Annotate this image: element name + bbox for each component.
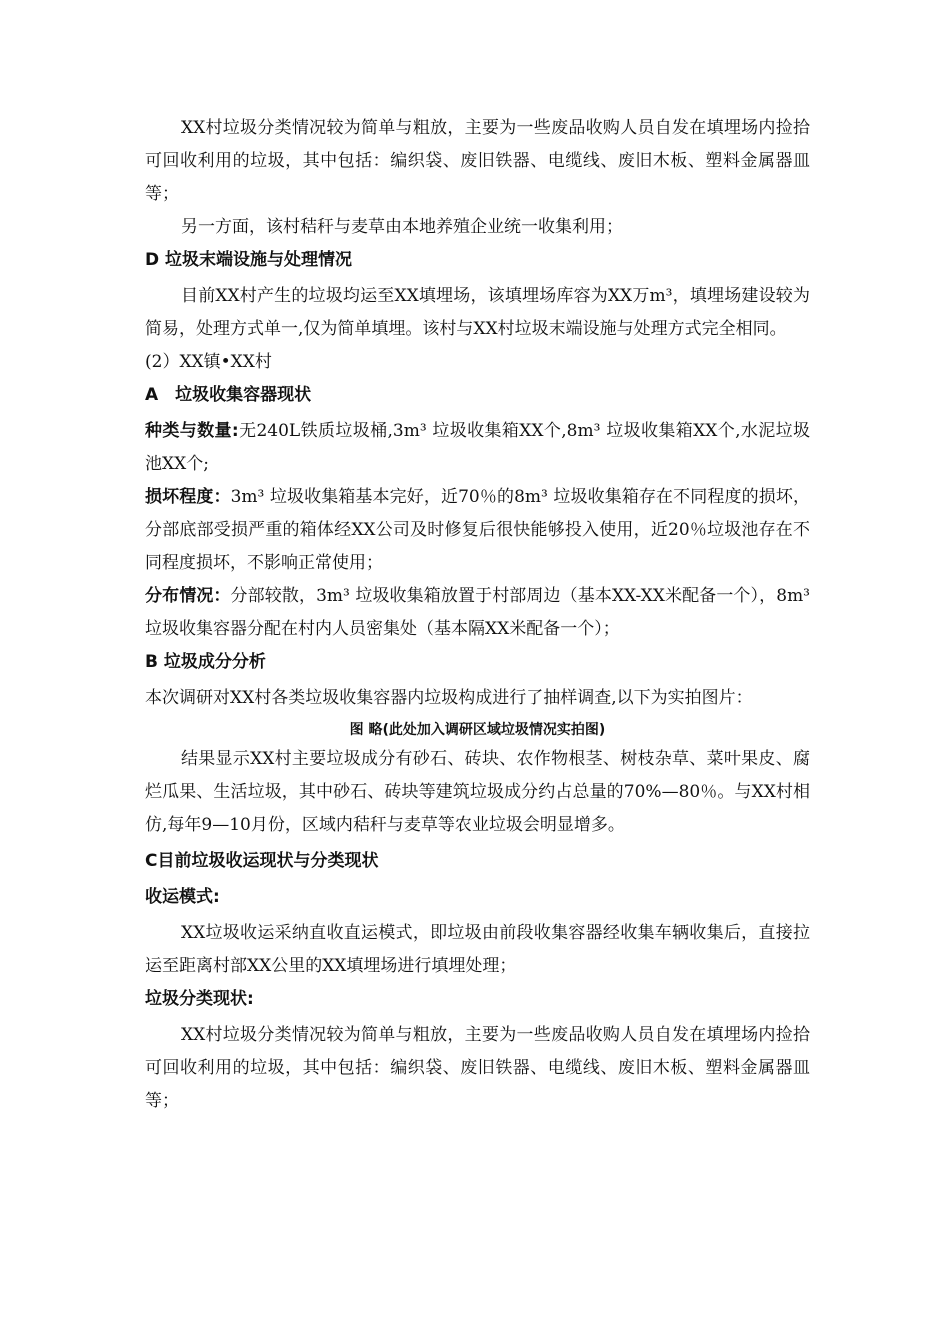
heading-sorting-status: 垃圾分类现状: xyxy=(145,989,254,1009)
paragraph-distribution xyxy=(145,580,810,646)
figure-caption: 图 略(此处加入调研区域垃圾情况实拍图) xyxy=(349,722,606,738)
paragraph-collection-mode: XX垃圾收运采纳直收直运模式，即垃圾由前段收集容器经收集车辆收集后，直接拉运至距离村部XX公里的XX填埋场进行填埋处理； xyxy=(145,923,810,976)
label-damage: 损坏程度： xyxy=(145,487,231,507)
document-page xyxy=(145,112,810,1118)
text-distribution: 分部较散，3m³ 垃圾收集箱放置于村部周边（基本XX-XX米配备一个），8m³ 垃圾收集容器分配在村内人员密集处（基本隔XX米配备一个）； xyxy=(145,586,810,639)
text-type-quantity: 无240L铁质垃圾桶,3m³ 垃圾收集箱XX个,8m³ 垃圾收集箱XX个,水泥垃圾池XX个; xyxy=(145,421,810,474)
label-distribution: 分布情况： xyxy=(145,586,231,606)
heading-c-collection: C目前垃圾收运现状与分类现状 xyxy=(145,851,379,871)
label-type-quantity: 种类与数量: xyxy=(145,421,239,441)
paragraph-sorting-status: XX村垃圾分类情况较为简单与粗放，主要为一些废品收购人员自发在填埋场内捡拾可回收利用的垃圾，其中包括：编织袋、废旧铁器、电缆线、废旧木板、塑料金属器皿等； xyxy=(145,118,810,204)
paragraph-survey: 本次调研对XX村各类垃圾收集容器内垃圾构成进行了抽样调查,以下为实拍图片： xyxy=(145,688,753,708)
paragraph-landfill: 目前XX村产生的垃圾均运至XX填埋场，该填埋场库容为XX万m³，填埋场建设较为简易，处理方式单一,仅为简单填埋。该村与XX村垃圾末端设施与处理方式完全相同。 xyxy=(145,286,810,339)
paragraph-type-quantity xyxy=(145,415,810,481)
paragraph-straw-collection: 另一方面，该村秸秆与麦草由本地养殖企业统一收集利用； xyxy=(181,217,623,237)
heading-b-composition: B 垃圾成分分析 xyxy=(145,652,266,672)
heading-d-terminal-facilities: D 垃圾末端设施与处理情况 xyxy=(145,250,353,270)
paragraph-damage xyxy=(145,481,810,580)
subheading-town-village: (2）XX镇•XX村 xyxy=(145,352,272,372)
paragraph-results: 结果显示XX村主要垃圾成分有砂石、砖块、农作物根茎、树枝杂草、菜叶果皮、腐烂瓜果、生活垃圾，其中砂石、砖块等建筑垃圾成分约占总量的70%—80％。与XX村相仿,每年9—10月份，区域内秸秆与麦草等农业垃圾会明显增多。 xyxy=(145,749,810,835)
text-damage: 3m³ 垃圾收集箱基本完好，近70％的8m³ 垃圾收集箱存在不同程度的损坏，分部底部受损严重的箱体经XX公司及时修复后很快能够投入使用，近20％垃圾池存在不同程度损坏，不影响正常使用； xyxy=(145,487,810,573)
paragraph-sorting-status-repeat: XX村垃圾分类情况较为简单与粗放，主要为一些废品收购人员自发在填埋场内捡拾可回收利用的垃圾，其中包括：编织袋、废旧铁器、电缆线、废旧木板、塑料金属器皿等； xyxy=(145,1025,810,1111)
heading-collection-mode: 收运模式: xyxy=(145,887,220,907)
heading-a-containers: A 垃圾收集容器现状 xyxy=(145,385,312,405)
